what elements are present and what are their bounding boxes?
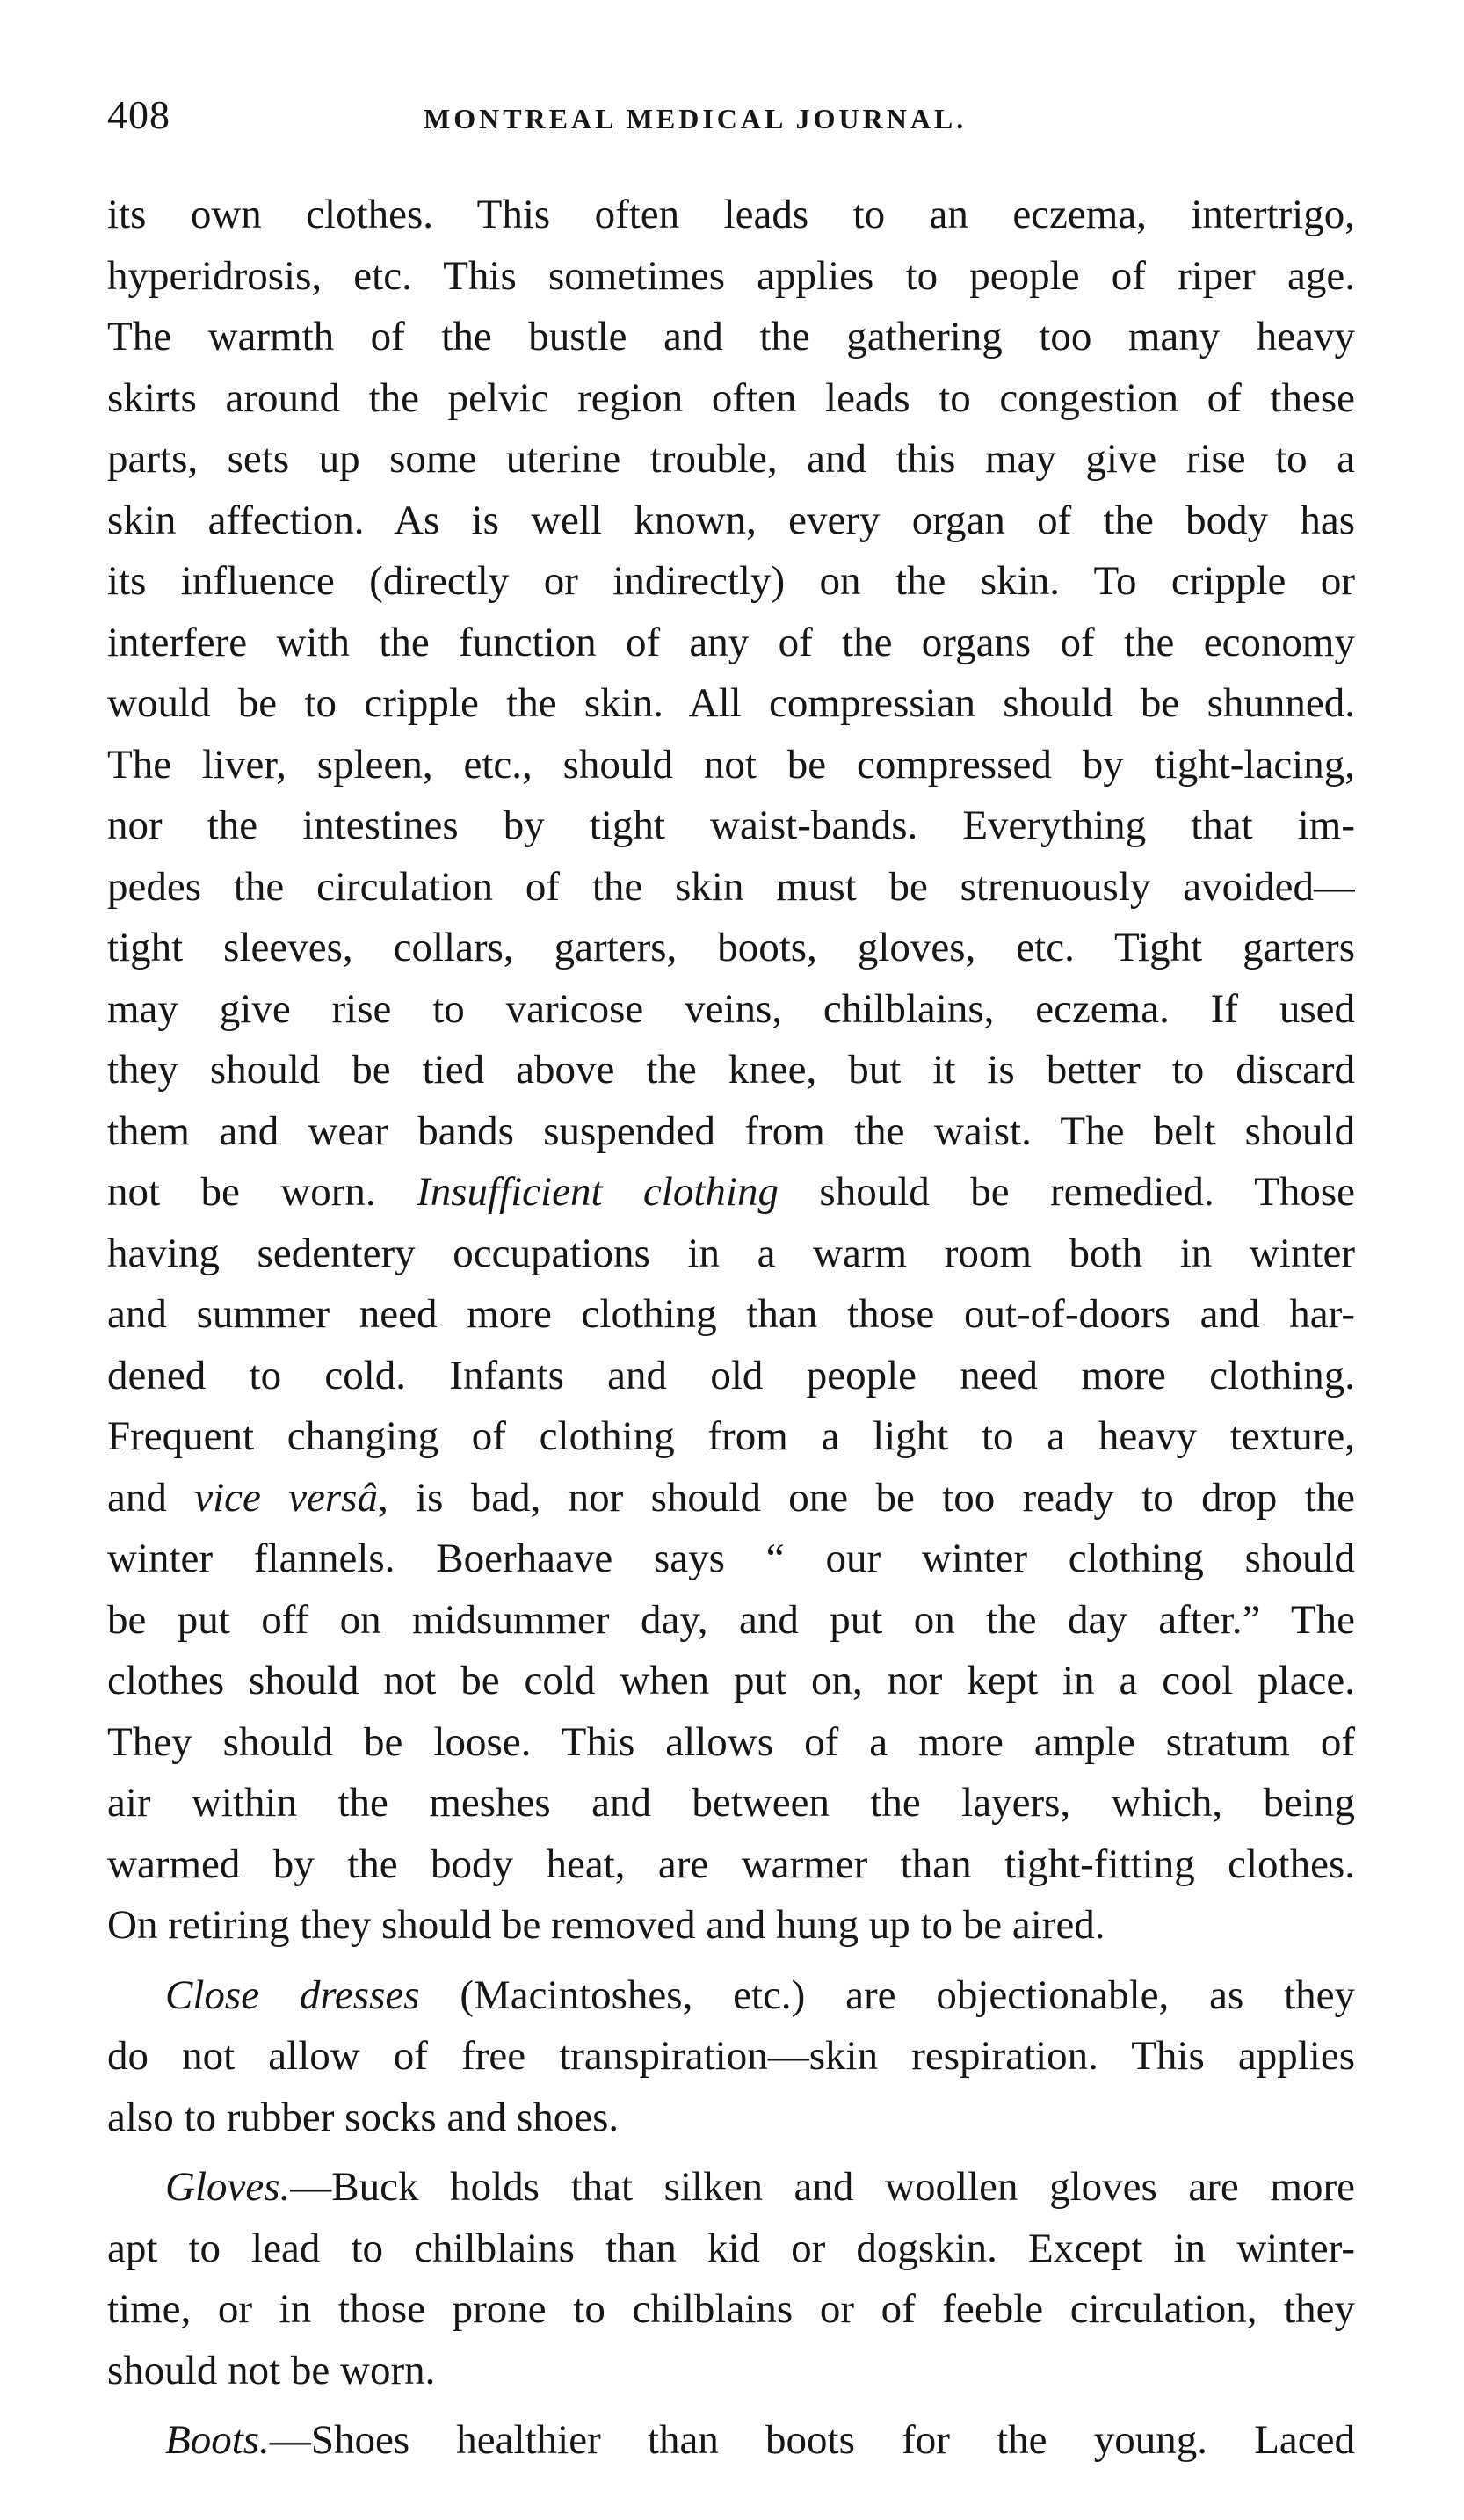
text-line: warmed by the body heat, are warmer than tight-fitting clothes. [107,1841,1355,1887]
text-line: clothes should not be cold when put on, nor kept in a cool place. [107,1658,1355,1703]
text-line: its own clothes. This often leads to an eczema, intertrigo, [107,192,1355,237]
text-line: time, or in those prone to chilblains or of feeble circulation, they [107,2286,1355,2332]
text-line: should not be worn. [107,2347,436,2393]
text-line: having sedentery occupations in a warm room both in winter [107,1230,1355,1276]
text-line: The liver, spleen, etc., should not be compressed by tight-lacing, [107,741,1355,788]
text-line: interfere with the function of any of the organs of the economy [107,619,1355,665]
text-line: also to rubber socks and shoes. [107,2094,620,2140]
text-line: Frequent changing of clothing from a light to a heavy texture, [107,1413,1355,1459]
text-line: parts, sets up some uterine trouble, and this may give rise to a [107,436,1355,482]
text-line: tight sleeves, collars, garters, boots, gloves, etc. Tight garters [107,925,1355,970]
text-line: apt to lead to chilblains than kid or dogskin. Except in winter- [107,2225,1355,2271]
text-segment: should be remedied. Those [819,1169,1355,1215]
text-segment: is bad, nor should one be too ready to drop the [416,1474,1355,1521]
paragraph-gap [107,2148,1355,2157]
text-segment: and [107,1474,167,1521]
italic-phrase: vice versâ, [194,1474,388,1521]
paragraph-first-line [107,2157,1355,2219]
text-line: The warmth of the bustle and the gathering too many heavy [107,314,1355,359]
paragraph-first-line [107,2410,1355,2472]
text-line: On retiring they should be removed and hung up to be aired. [107,1902,1105,1948]
paragraph-gap [107,1957,1355,1965]
italic-heading: Close dresses [165,1972,420,2018]
page-number: 408 [107,92,170,137]
italic-heading: Boots. [165,2417,270,2463]
italic-heading: Gloves. [165,2164,291,2210]
text-line-with-italic [107,1468,1355,1529]
paragraph-first-line [107,1965,1355,2027]
text-line: them and wear bands suspended from the waist. The belt should [107,1107,1355,1154]
text-line: skirts around the pelvic region often leads to congestion of these [107,374,1355,421]
running-head [107,84,1355,146]
text-line: dened to cold. Infants and old people need more clothing. [107,1352,1355,1398]
text-line: hyperidrosis, etc. This sometimes applies to people of riper age. [107,252,1355,299]
text-line: air within the meshes and between the layers, which, being [107,1780,1355,1826]
text-segment: —Buck holds that silken and woollen gloves are more [290,2164,1355,2210]
text-segment: (Macintoshes, etc.) are objectionable, as they [460,1972,1355,2018]
text-line: and summer need more clothing than those out-of-doors and har- [107,1291,1355,1337]
text-line: winter flannels. Boerhaave says “ our winter clothing should [107,1536,1355,1581]
article-body [107,185,1355,2472]
text-line-with-italic [107,1162,1355,1224]
text-line: pedes the circulation of the skin must be strenuously avoided— [107,863,1355,910]
journal-title: MONTREAL MEDICAL JOURNAL. [424,103,968,134]
text-line: be put off on midsummer day, and put on the day after.” The [107,1596,1355,1643]
text-segment: —Shoes healthier than boots for the young. Laced [269,2417,1355,2463]
text-line: They should be loose. This allows of a more ample stratum of [107,1718,1355,1765]
text-line: do not allow of free transpiration—skin respiration. This applies [107,2033,1355,2079]
text-line: nor the intestines by tight waist-bands. Everything that im- [107,802,1355,848]
text-segment: not be worn. [107,1169,376,1215]
italic-phrase: Insufficient clothing [417,1169,779,1215]
text-line: may give rise to varicose veins, chilblains, eczema. If used [107,985,1355,1032]
text-line: its influence (directly or indirectly) on the skin. To cripple or [107,558,1355,604]
text-line: would be to cripple the skin. All compressian should be shunned. [107,680,1355,726]
paragraph-gap [107,2401,1355,2410]
text-line: skin affection. As is well known, every organ of the body has [107,497,1355,543]
text-line: they should be tied above the knee, but it is better to discard [107,1047,1355,1093]
